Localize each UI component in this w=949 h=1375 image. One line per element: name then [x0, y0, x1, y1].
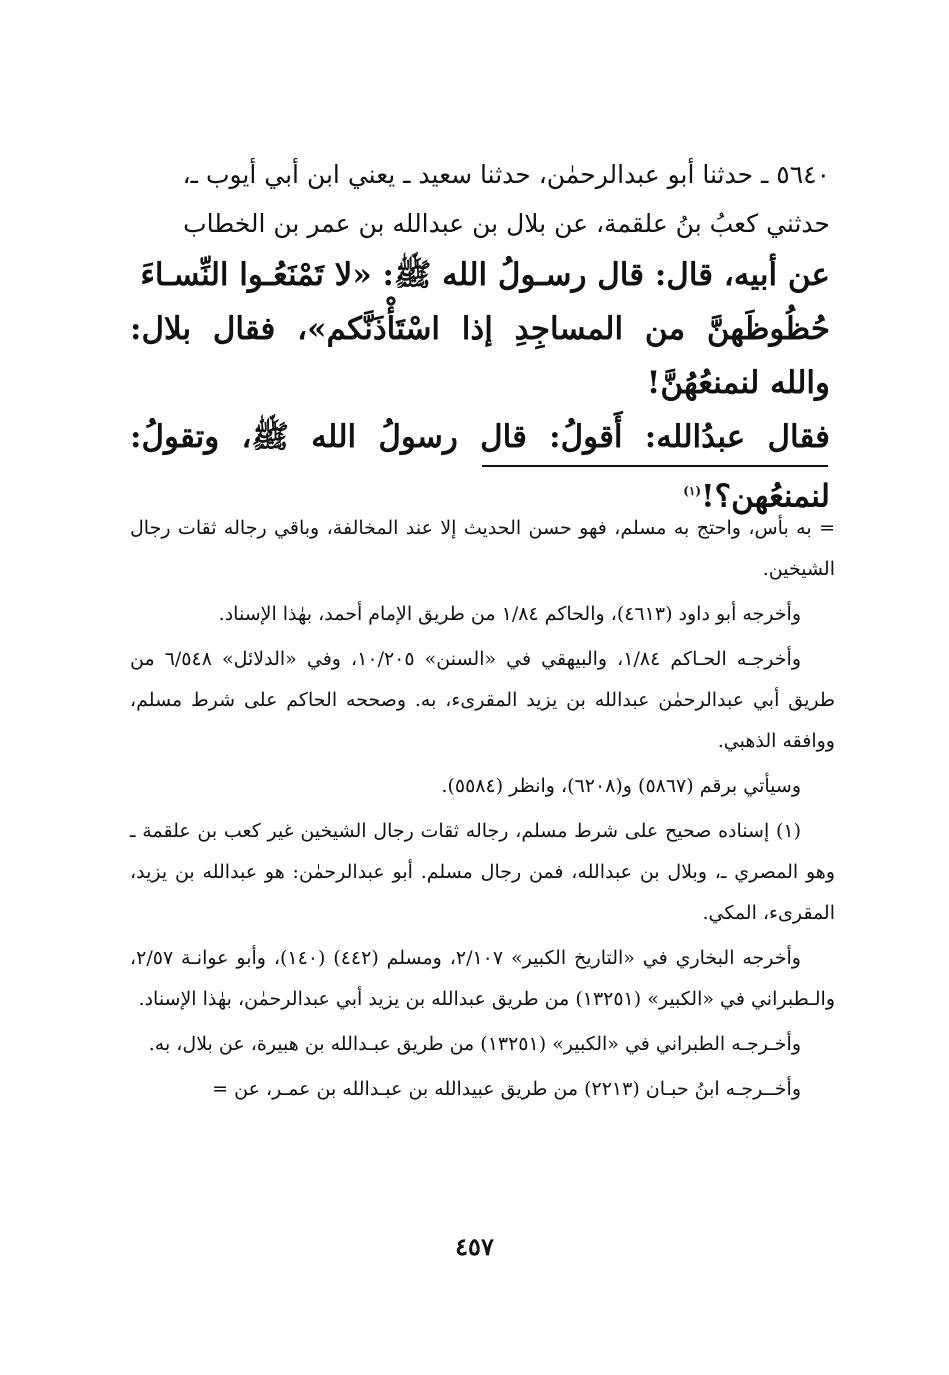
footnote-paragraph: وأخـرجـه الطبراني في «الكبير» (١٣٢٥١) من طريق عبـدالله بن هبيرة، عن بلال، به.	[148, 1033, 801, 1055]
footnote-paragraph: = به بأس، واحتج به مسلم، فهو حسن الحديث إلا عند المخالفة، وباقي رجاله ثقات رجال الشيخين.	[130, 517, 835, 580]
footnote-paragraph: (١) إسناده صحيح على شرط مسلم، رجاله ثقات رجال الشيخين غير كعب بن علقمة ـ وهو المصري ـ، وبلال بن عبدالله، فمن رجال مسلم. أبو عبدالرحمٰن: هو عبدالله بن يزيد، المقرىء، المكي.	[130, 820, 835, 924]
footnote-paragraph: وأخرجه أبو داود (٤٦١٣)، والحاكم ١/٨٤ من طريق الإمام أحمد، بهٰذا الإسناد.	[218, 603, 801, 625]
hadith-text	[130, 150, 830, 523]
hadith-line-2: حدثني كعبُ بنُ علقمة، عن بلال بن عبدالله بن عمر بن الخطاب	[183, 209, 830, 238]
footnote-paragraph: وسيأتي برقم (٥٨٦٧) و(٦٢٠٨)، وانظر (٥٥٨٤).	[441, 775, 801, 797]
footnote-paragraph: وأخرجه البخاري في «التاريخ الكبير» ٢/١٠٧، ومسلم (٤٤٢) (١٤٠)، وأبو عوانـة ٢/٥٧، والـطبراني في «الكبير» (١٣٢٥١) من طريق عبدالله بن يزيد أبي عبدالرحمٰن، بهٰذا الإسناد.	[130, 947, 835, 1010]
hadith-line-4: حُظُوظَهنَّ من المساجِدِ إذا اسْتَأْذَنَّكم»، فقال بلال: والله لنمنعُهُنَّ!	[130, 311, 830, 401]
footnote-paragraph: وأخرجـه الحـاكم ١/٨٤، والبيهقي في «السنن» ١٠/٢٠٥، وفي «الدلائل» ٦/٥٤٨ من طريق أبي عبدالرحمٰن عبدالله بن يزيد المقرىء، به. وصححه الحاكم على شرط مسلم، ووافقه الذهبي.	[130, 648, 835, 752]
footnotes	[130, 508, 835, 1114]
hadith-line-3: عن أبيه، قال: قال رسـولُ الله ﷺ: «لا تَمْنَعُـوا النِّسـاءَ	[140, 257, 830, 293]
footnote-separator	[482, 465, 828, 467]
footnote-paragraph: وأخــرجـه ابنُ حبـان (٢٢١٣) من طريق عبيدالله بن عبـدالله بن عمـر، عن =	[212, 1078, 801, 1100]
hadith-line-1: ٥٦٤٠ ـ حدثنا أبو عبدالرحمٰن، حدثنا سعيد ـ يعني ابن أبي أيوب ـ،	[182, 160, 830, 189]
page-number: ٤٥٧	[455, 1232, 494, 1261]
footnote-reference: (١)	[683, 484, 702, 498]
hadith-line-5-text: فقال عبدُالله: أَقولُ: قال رسولُ الله ﷺ، وتقولُ: لنمنعُهن؟!	[130, 419, 830, 515]
